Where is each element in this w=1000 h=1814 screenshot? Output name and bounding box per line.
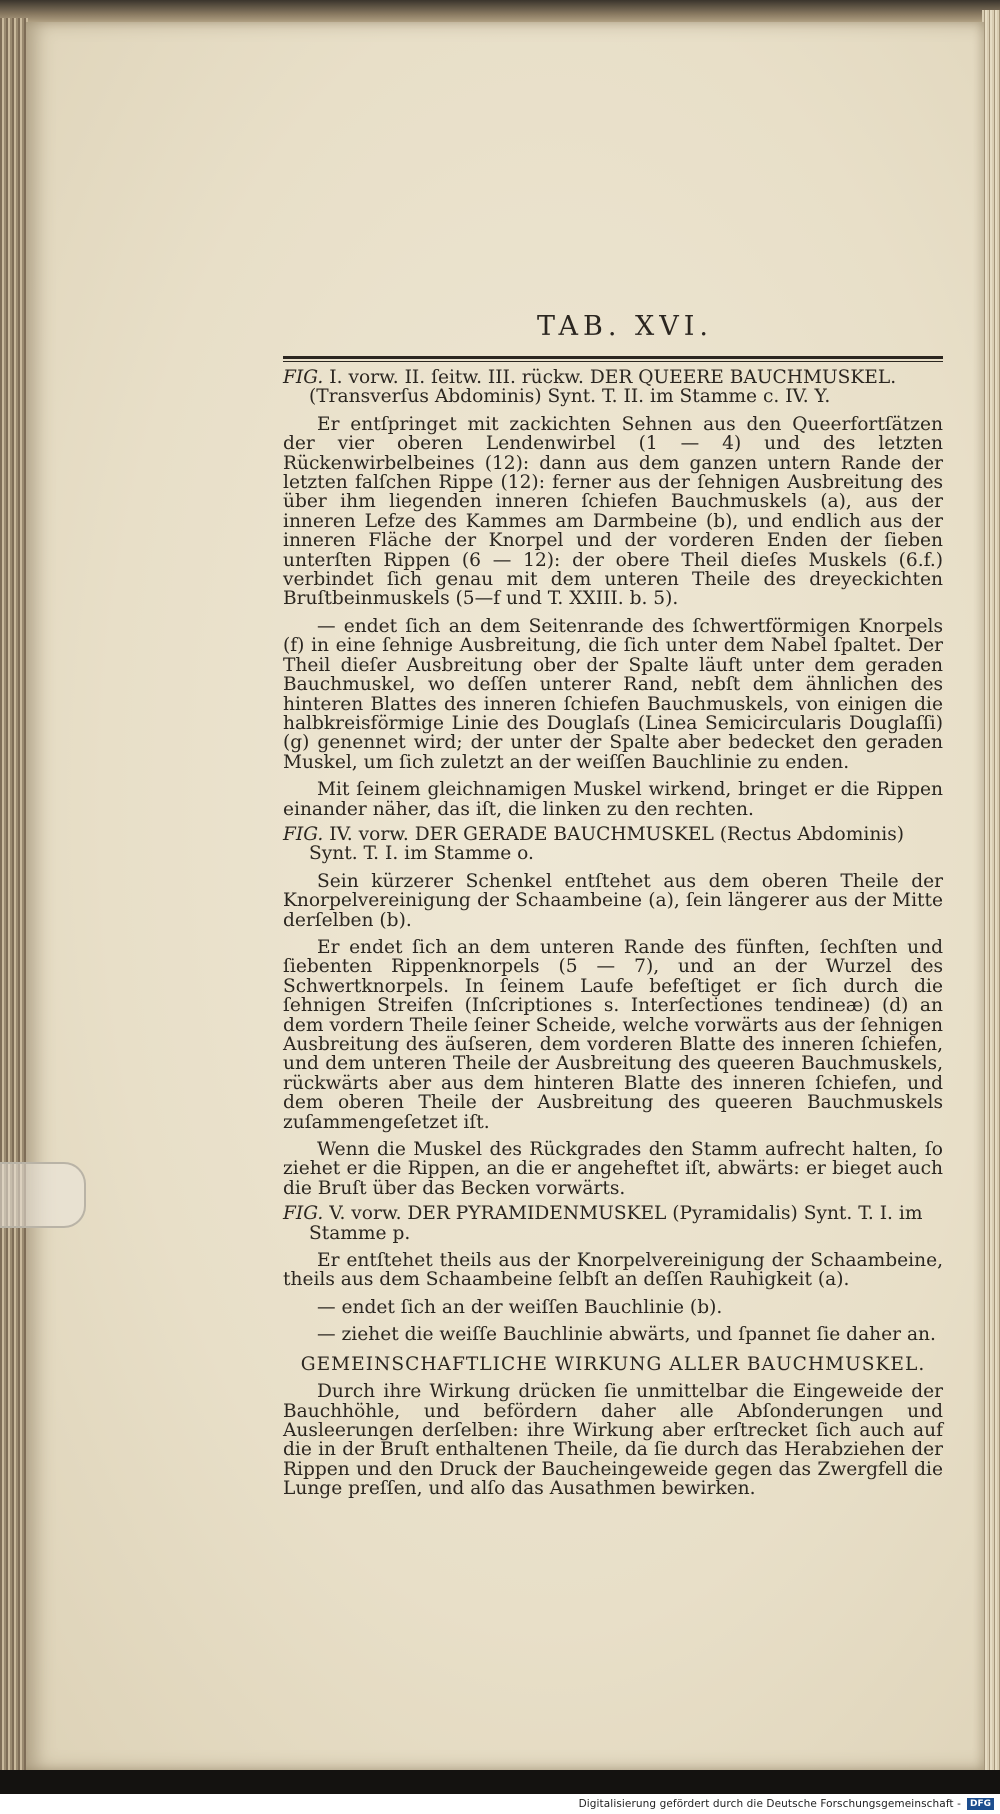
page-clip: [0, 1162, 86, 1228]
common-effect-paragraph: Durch ihre Wirkung drücken ſie unmittelbar die Eingeweide der Bauchhöhle, und befördern daher alle Abſonderungen und Ausleerungen derſelben: ihre Wirkung aber erſtrecket ſich auch auf die in der Bruſt enthaltenen Theile, da ſie durch das Herabziehen der Rippen und den Druck der Baucheingeweide gegen das Zwergfell die Lunge preſſen, und alſo das Ausathmen bewirken.: [283, 1381, 943, 1500]
scan-bottom-band: [0, 1770, 1000, 1794]
fig1-label: FIG.: [283, 367, 324, 388]
plate-title: TAB. XVI.: [536, 311, 713, 342]
fig5-title: V. vorw. DER PYRAMIDENMUSKEL (Pyramidalis) Synt. T. I. im: [329, 1203, 923, 1225]
fig1-title: I. vorw. II. ſeitw. III. rückw. DER QUEERE BAUCHMUSKEL.: [329, 367, 897, 388]
page-stack-edge: [982, 10, 1000, 1770]
common-effect-heading: GEMEINSCHAFTLICHE WIRKUNG ALLER BAUCHMUSKEL.: [300, 1353, 926, 1375]
credit-footer: [0, 1794, 1000, 1814]
fig4-title: IV. vorw. DER GERADE BAUCHMUSKEL (Rectus Abdominis): [329, 823, 905, 845]
fig5-paragraph-3: — ziehet die weiſſe Bauchlinie abwärts, und ſpannet ſie daher an.: [317, 1324, 936, 1346]
fig5-heading: [283, 1204, 943, 1243]
title-rule: [283, 356, 943, 362]
fig4-label: FIG.: [283, 823, 324, 845]
fig1-heading: [283, 368, 943, 407]
fig4-paragraph-2: Er endet ſich an dem unteren Rande des fünften, ſechſten und ſiebenten Rippenknorpels (5 — 7), und an der Wurzel des Schwertknorpels. In ſeinem Laufe befeſtiget er ſich durch die ſehnigen Streifen (Inſcriptiones s. Interſectiones tendineæ) (d) an dem vordern Theile ſeiner Scheide, welche vorwärts aus der ſehnigen Ausbreitung des äuſseren, dem vorderen Blatte des inneren ſchiefen, und dem unteren Theile der Ausbreitung des queeren Bauchmuskels, rückwärts aber aus dem hinteren Blatte des inneren ſchiefen, und dem oberen Theile der Ausbreitung des queeren Bauchmuskels zuſammengeſetzet iſt.: [283, 936, 943, 1133]
fig1-paragraph-3: Mit ſeinem gleichnamigen Muskel wirkend, bringet er die Rippen einander näher, das iſt, die linken zu den rechten.: [283, 779, 943, 820]
fig5-paragraph-2: — endet ſich an der weiſſen Bauchlinie (b).: [317, 1296, 723, 1318]
fig4-paragraph-1: Sein kürzerer Schenkel entſtehet aus dem oberen Theile der Knorpelvereinigung der Schaambeine (a), ſein längerer aus der Mitte derſelben (b).: [283, 870, 943, 931]
fig4-synonym: Synt. T. I. im Stamme o.: [309, 843, 534, 865]
fig5-synonym: Stamme p.: [309, 1222, 411, 1244]
fig5-label: FIG.: [283, 1203, 324, 1225]
fig4-heading: [283, 825, 943, 864]
fig1-paragraph-1: Er entſpringet mit zackichten Sehnen aus den Queerfortſätzen der vier oberen Lendenwirbel (1 — 4) und des letzten Rückenwirbelbeines (12): dann aus dem ganzen untern Rande der letzten falſchen Rippe (12): ferner aus der ſehnigen Ausbreitung des über ihm liegenden inneren ſchiefen Bauchmuskels (a), aus der inneren Lefze des Kammes am Darmbeine (b), und endlich aus der inneren Fläche der Knorpel und der vorderen Enden der ſieben unterſten Rippen (6 — 12): der obere Theil dieſes Muskels (6.f.) verbindet ſich genau mit dem unteren Theile des dreyeckichten Bruſtbeinmuskels (5—f und T. XXIII. b. 5).: [283, 413, 943, 610]
credit-text: Digitalisierung gefördert durch die Deutsche Forschungsgemeinschaft -: [578, 1798, 961, 1810]
page-content: [283, 300, 943, 1499]
fig4-paragraph-3: Wenn die Muskel des Rückgrades den Stamm aufrecht halten, ſo ziehet er die Rippen, an die er angeheftet iſt, abwärts: er bieget auch die Bruſt über das Becken vorwärts.: [283, 1139, 943, 1199]
fig5-paragraph-1: Er entſtehet theils aus der Knorpelvereinigung der Schaambeine, theils aus dem Schaambeine ſelbſt an deſſen Rauhigkeit (a).: [283, 1250, 943, 1291]
book-binding: [0, 18, 28, 1778]
dfg-logo: DFG: [967, 1798, 994, 1810]
book-top-edge: [0, 0, 1000, 24]
fig1-synonym: (Transverſus Abdominis) Synt. T. II. im Stamme c. IV. Y.: [309, 386, 831, 408]
fig1-paragraph-2: — endet ſich an dem Seitenrande des ſchwertförmigen Knorpels (f) in eine ſehnige Ausbreitung, die ſich unter dem Nabel ſpaltet. Der Theil dieſer Ausbreitung ober der Spalte läuft unter dem geraden Bauchmuskel, wo deſſen unterer Rand, nebſt dem ähnlichen des hinteren Blattes des inneren ſchiefen Bauchmuskels, von einigen die halbkreisförmige Linie des Douglaſs (Linea Semicircularis Douglaſſi) (g) genennet wird; der unter der Spalte aber bedecket den geraden Muskel, um ſich zuletzt an der weiſſen Bauchlinie zu enden.: [283, 615, 943, 773]
